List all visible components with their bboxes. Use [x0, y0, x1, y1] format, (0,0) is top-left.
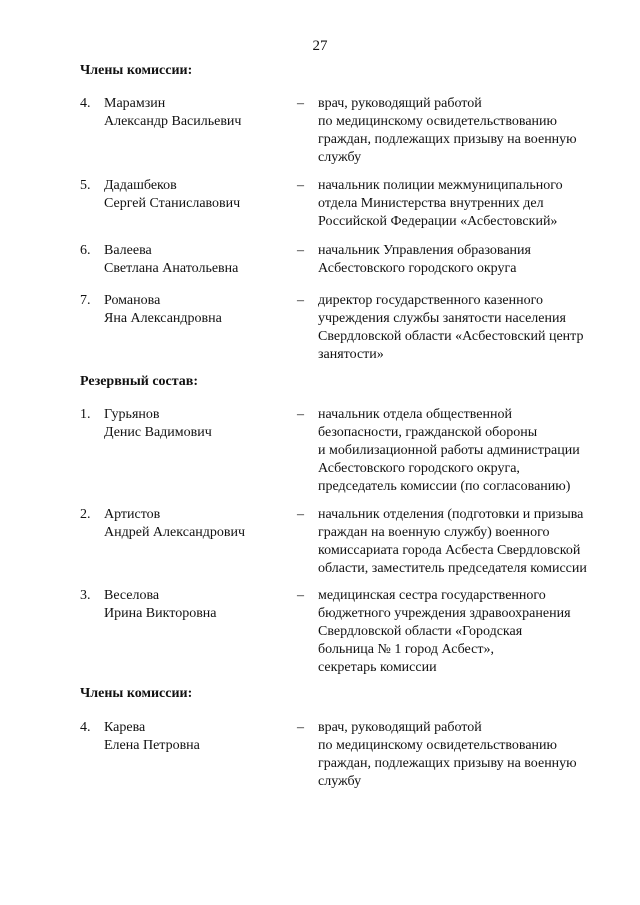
person-name	[104, 242, 294, 278]
desc-line: Российской Федерации «Асбестовский»	[318, 214, 558, 229]
desc-line: службу	[318, 774, 362, 789]
surname: Дадашбеков	[104, 178, 177, 193]
surname: Гурьянов	[104, 407, 160, 422]
desc-line: бюджетного учреждения здравоохранения	[318, 606, 571, 621]
dash: –	[297, 407, 304, 422]
desc-line: начальник отделения (подготовки и призыва	[318, 507, 584, 522]
person-name	[104, 95, 294, 131]
desc-line: учреждения службы занятости населения	[318, 311, 566, 326]
surname: Карева	[104, 720, 146, 735]
desc-line: начальник полиции межмуниципального	[318, 178, 563, 193]
position-description	[318, 292, 618, 364]
person-name	[104, 587, 294, 623]
desc-line: безопасности, гражданской обороны	[318, 425, 538, 440]
desc-line: Асбестовского городского округа	[318, 261, 517, 276]
dash: –	[297, 507, 304, 522]
position-description	[318, 719, 618, 791]
desc-line: Свердловской области «Городская	[318, 624, 523, 639]
entry-number: 5.	[80, 178, 91, 193]
dash: –	[297, 293, 304, 308]
desc-line: граждан, подлежащих призыву на военную	[318, 132, 577, 147]
desc-line: врач, руководящий работой	[318, 96, 482, 111]
desc-line: граждан, подлежащих призыву на военную	[318, 756, 577, 771]
desc-line: врач, руководящий работой	[318, 720, 482, 735]
desc-line: Свердловской области «Асбестовский центр	[318, 329, 584, 344]
position-description	[318, 95, 618, 167]
position-description	[318, 587, 618, 677]
desc-line: начальник отдела общественной	[318, 407, 512, 422]
entry-number: 2.	[80, 507, 91, 522]
dash: –	[297, 178, 304, 193]
dash: –	[297, 243, 304, 258]
entry-number: 6.	[80, 243, 91, 258]
dash: –	[297, 720, 304, 735]
desc-line: начальник Управления образования	[318, 243, 531, 258]
desc-line: граждан на военную службу) военного	[318, 525, 550, 540]
desc-line: и мобилизационной работы администрации	[318, 443, 580, 458]
given-name: Сергей Станиславович	[104, 196, 241, 211]
entry-number: 4.	[80, 96, 91, 111]
desc-line: секретарь комиссии	[318, 660, 437, 675]
surname: Артистов	[104, 507, 161, 522]
surname: Веселова	[104, 588, 160, 603]
desc-line: службу	[318, 150, 362, 165]
desc-line: Асбестовского городского округа,	[318, 461, 520, 476]
desc-line: занятости»	[318, 347, 384, 362]
entry-number: 4.	[80, 720, 91, 735]
entry-number: 1.	[80, 407, 91, 422]
section-heading-members: Члены комиссии:	[80, 686, 193, 701]
surname: Валеева	[104, 243, 152, 258]
given-name: Яна Александровна	[104, 311, 222, 326]
desc-line: по медицинскому освидетельствованию	[318, 738, 558, 753]
position-description	[318, 406, 618, 496]
section-heading-reserve: Резервный состав:	[80, 374, 199, 389]
given-name: Александр Васильевич	[104, 114, 242, 129]
desc-line: по медицинскому освидетельствованию	[318, 114, 558, 129]
page-number: 27	[312, 38, 328, 54]
position-description	[318, 242, 618, 278]
person-name	[104, 177, 294, 213]
desc-line: области, заместитель председателя комиссии	[318, 561, 587, 576]
surname: Марамзин	[104, 96, 166, 111]
dash: –	[297, 96, 304, 111]
dash: –	[297, 588, 304, 603]
surname: Романова	[104, 293, 161, 308]
person-name	[104, 506, 294, 542]
desc-line: отдела Министерства внутренних дел	[318, 196, 544, 211]
desc-line: больница № 1 город Асбест»,	[318, 642, 494, 657]
position-description	[318, 177, 618, 231]
person-name	[104, 292, 294, 328]
desc-line: комиссариата города Асбеста Свердловской	[318, 543, 581, 558]
person-name	[104, 719, 294, 755]
desc-line: директор государственного казенного	[318, 293, 543, 308]
entry-number: 3.	[80, 588, 91, 603]
given-name: Ирина Викторовна	[104, 606, 217, 621]
position-description	[318, 506, 618, 578]
entry-number: 7.	[80, 293, 91, 308]
section-heading-members: Члены комиссии:	[80, 63, 193, 78]
given-name: Елена Петровна	[104, 738, 200, 753]
given-name: Андрей Александрович	[104, 525, 246, 540]
person-name	[104, 406, 294, 442]
given-name: Светлана Анатольевна	[104, 261, 239, 276]
given-name: Денис Вадимович	[104, 425, 212, 440]
desc-line: председатель комиссии (по согласованию)	[318, 479, 571, 494]
desc-line: медицинская сестра государственного	[318, 588, 546, 603]
